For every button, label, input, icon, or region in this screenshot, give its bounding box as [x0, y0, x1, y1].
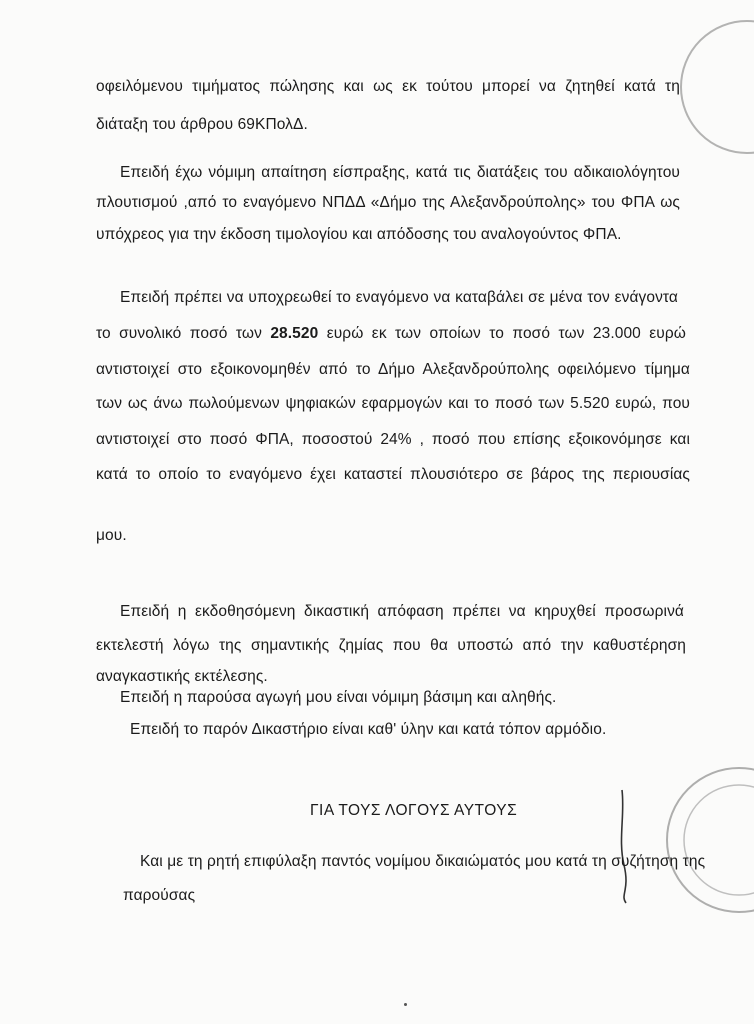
signature-icon — [600, 785, 640, 905]
section-heading: ΓΙΑ ΤΟΥΣ ΛΟΓΟΥΣ ΑΥΤΟΥΣ — [310, 802, 518, 819]
paragraph-line — [96, 325, 686, 343]
paragraph-line: οφειλόμενου τιμήματος πώλησης και ως εκ τούτου μπορεί να ζητηθεί κατά τη — [96, 78, 680, 95]
scan-speck — [404, 1003, 407, 1006]
paragraph-line: Επειδή η παρούσα αγωγή μου είναι νόμιμη βάσιμη και αληθής. — [120, 689, 557, 706]
paragraph-line: αντιστοιχεί στο εξοικονομηθέν από το Δήμο Αλεξανδρούπολης οφειλόμενο τίμημα — [96, 361, 690, 378]
paragraph-line: παρούσας — [123, 887, 196, 904]
paragraph-line: εκτελεστή λόγω της σημαντικής ζημίας που θα υποστώ από την καθυστέρηση — [96, 637, 686, 654]
paragraph-line: αντιστοιχεί στο ποσό ΦΠΑ, ποσοστού 24% , ποσό που επίσης εξοικονόμησε και — [96, 431, 690, 448]
paragraph-line: Επειδή το παρόν Δικαστήριο είναι καθ' ύλην και κατά τόπον αρμόδιο. — [130, 721, 607, 738]
paragraph-line: Και με τη ρητή επιφύλαξη παντός νομίμου δικαιώματός μου κατά τη συζήτηση της — [140, 853, 706, 870]
official-stamp-icon — [680, 20, 754, 154]
paragraph-line: αναγκαστικής εκτέλεσης. — [96, 668, 268, 685]
paragraph-line: διάταξη του άρθρου 69ΚΠολΔ. — [96, 116, 308, 133]
paragraph-line: Επειδή έχω νόμιμη απαίτηση είσπραξης, κατά τις διατάξεις του αδικαιολόγητου — [120, 164, 680, 181]
paragraph-line: Επειδή η εκδοθησόμενη δικαστική απόφαση πρέπει να κηρυχθεί προσωρινά — [120, 603, 684, 620]
paragraph-line: κατά το οποίο το εναγόμενο έχει καταστεί πλουσιότερο σε βάρος της περιουσίας — [96, 466, 690, 483]
paragraph-line: πλουτισμού ,από το εναγόμενο ΝΠΔΔ «Δήμο της Αλεξανδρούπολης» του ΦΠΑ ως — [96, 194, 680, 211]
line-text: ευρώ εκ των οποίων το ποσό των 23.000 ευρώ — [318, 325, 686, 342]
paragraph-line: Επειδή πρέπει να υποχρεωθεί το εναγόμενο να καταβάλει σε μένα τον ενάγοντα — [120, 289, 678, 306]
line-text: το συνολικό ποσό των — [96, 325, 271, 342]
paragraph-line: των ως άνω πωλούμενων ψηφιακών εφαρμογών και το ποσό των 5.520 ευρώ, που — [96, 395, 690, 412]
paragraph-line: υπόχρεος για την έκδοση τιμολογίου και απόδοσης του αναλογούντος ΦΠΑ. — [96, 226, 622, 243]
paragraph-line: μου. — [96, 527, 127, 544]
total-amount: 28.520 — [270, 325, 319, 342]
official-stamp-icon — [644, 760, 754, 920]
